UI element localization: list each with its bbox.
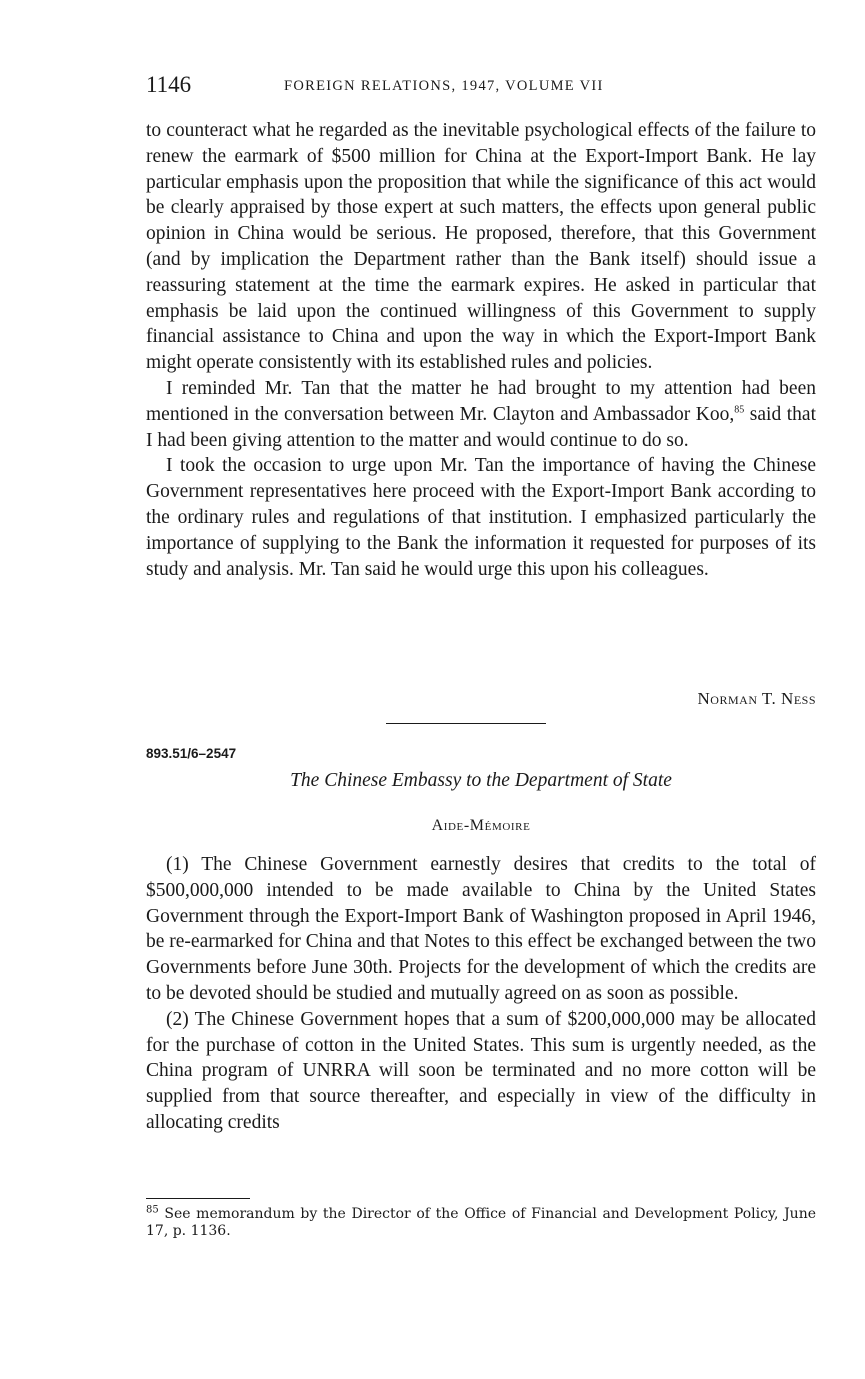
file-number: 893.51/6–2547 <box>146 746 237 761</box>
page-header <box>146 72 816 102</box>
paragraph-text: I reminded Mr. Tan that the matter he had brought to my attention had been mentioned in the conversation between Mr. Clayton and Ambassador Koo, <box>146 377 816 425</box>
section-divider <box>386 723 546 724</box>
paragraph: I took the occasion to urge upon Mr. Tan the importance of having the Chinese Government representatives here proceed with the Export-Import Bank according to the ordinary rules and regulations of that institution. I emphasized particularly the importance of supplying to the Bank the information it requested for purposes of its study and analysis. Mr. Tan said he would urge this upon his colleagues. <box>146 455 816 580</box>
paragraph: to counteract what he regarded as the inevitable psychological effects of the failure to renew the earmark of $500 million for China at the Export-Import Bank. He lay particular emphasis upon the proposition that while the significance of this act would be clearly appraised by those expert at such matters, the effects upon general public opinion in China would be serious. He proposed, therefore, that this Government (and by implication the Department rather than the Bank itself) should issue a reassuring statement at the time the earmark expires. He asked in particular that emphasis be laid upon the continued willingness of this Government to supply financial assistance to China and upon the way in which the Export-Import Bank might operate consistently with its established rules and policies. <box>146 120 816 374</box>
footnote-divider <box>146 1198 250 1199</box>
footnote <box>146 1206 816 1240</box>
paragraph <box>146 376 816 453</box>
footnote-number: 85 <box>146 1204 159 1216</box>
aide-memoire-body <box>146 852 816 1136</box>
memorandum-body <box>146 118 816 582</box>
footnote-text: See memorandum by the Director of the Office of Financial and Development Policy, June 17, p. 1136. <box>146 1206 816 1239</box>
signature: Norman T. Ness <box>697 689 816 708</box>
page-number: 1146 <box>146 72 192 97</box>
paragraph: (1) The Chinese Government earnestly desires that credits to the total of $500,000,000 intended to be made available to China by the United States Government through the Export-Import Bank of Washington proposed in April 1946, be re-earmarked for China and that Notes to this effect be exchanged between the two Governments before June 30th. Projects for the development of which the credits are to be devoted should be studied and mutually agreed on as soon as possible. <box>146 854 816 1004</box>
paragraph-text: said that I had been giving attention to the matter and would continue to do so. <box>146 403 816 451</box>
document-type: Aide-Mémoire <box>431 817 531 834</box>
running-head: FOREIGN RELATIONS, 1947, VOLUME VII <box>284 78 604 94</box>
paragraph: (2) The Chinese Government hopes that a sum of $200,000,000 may be allocated for the purchase of cotton in the United States. This sum is urgently needed, as the China program of UNRRA will soon be terminated and no more cotton will be supplied from that source thereafter, and especially in view of the difficulty in allocating credits <box>146 1008 816 1133</box>
footnote-reference[interactable]: 85 <box>734 404 745 416</box>
document-title: The Chinese Embassy to the Department of State <box>290 770 672 791</box>
